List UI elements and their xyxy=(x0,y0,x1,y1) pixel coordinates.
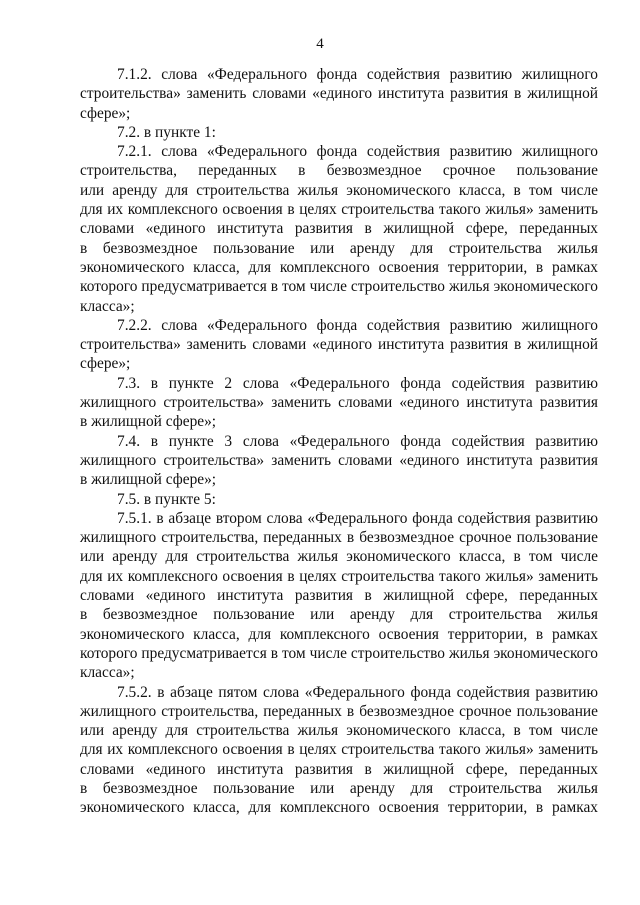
text-line: 7.2. в пункте 1: xyxy=(117,123,216,141)
paragraph xyxy=(80,142,598,316)
paragraph xyxy=(80,509,598,683)
text-line: жилищного строительства» заменить словами «единого института развития xyxy=(80,451,598,469)
text-line: для их комплексного освоения в целях строительства такого жилья» заменить xyxy=(80,201,598,219)
text-line: жилищного строительства, переданных в безвозмездное срочное пользование xyxy=(80,702,598,720)
text-line: строительства» заменить словами «единого института развития в жилищной xyxy=(80,85,598,103)
text-line: или аренду для строительства жилья экономического класса, в том числе xyxy=(80,722,598,740)
text-line: в жилищной сфере»; xyxy=(80,413,217,431)
text-line: 7.5.1. в абзаце втором слова «Федерального фонда содействия развитию xyxy=(117,509,598,527)
page-number: 4 xyxy=(316,36,324,52)
text-line: 7.2.2. слова «Федерального фонда содействия развитию жилищного xyxy=(117,316,598,334)
text-line: экономического класса, для комплексного освоения территории, в рамках xyxy=(80,625,598,643)
text-line: 7.1.2. слова «Федерального фонда содействия развитию жилищного xyxy=(117,66,598,83)
text-line: для их комплексного освоения в целях строительства такого жилья» заменить xyxy=(80,741,598,759)
paragraph xyxy=(80,432,598,490)
text-line: или аренду для строительства жилья экономического класса, в том числе xyxy=(80,181,598,199)
text-line: в безвозмездное пользование или аренду для строительства жилья xyxy=(80,239,598,257)
text-line: жилищного строительства» заменить словами «единого института развития xyxy=(80,394,598,412)
text-line: в жилищной сфере»; xyxy=(80,471,217,489)
paragraph xyxy=(80,123,598,142)
text-line: словами «единого института развития в жилищной сфере, переданных xyxy=(80,760,598,778)
paragraph xyxy=(80,683,598,818)
text-line: 7.5. в пункте 5: xyxy=(117,490,216,508)
text-line: словами «единого института развития в жилищной сфере, переданных xyxy=(80,220,598,238)
text-line: в безвозмездное пользование или аренду для строительства жилья xyxy=(80,779,598,797)
text-line: 7.2.1. слова «Федерального фонда содействия развитию жилищного xyxy=(117,143,598,161)
text-line: сфере»; xyxy=(80,104,131,122)
text-line: 7.5.2. в абзаце пятом слова «Федерального фонда содействия развитию xyxy=(117,683,598,701)
text-line: класса»; xyxy=(80,297,135,315)
paragraph xyxy=(80,490,598,509)
text-line: сфере»; xyxy=(80,355,131,373)
text-line: класса»; xyxy=(80,664,135,682)
paragraph xyxy=(80,316,598,374)
paragraph xyxy=(80,65,598,123)
text-line: которого предусматривается в том числе строительство жилья экономического xyxy=(80,644,598,662)
text-line: словами «единого института развития в жилищной сфере, переданных xyxy=(80,587,598,605)
text-line: 7.3. в пункте 2 слова «Федерального фонда содействия развитию xyxy=(117,374,598,392)
text-line: которого предусматривается в том числе строительство жилья экономического xyxy=(80,278,598,296)
text-line: экономического класса, для комплексного освоения территории, в рамках xyxy=(80,258,598,276)
text-line: жилищного строительства, переданных в безвозмездное срочное пользование xyxy=(80,529,598,547)
paragraph xyxy=(80,374,598,432)
text-line: 7.4. в пункте 3 слова «Федерального фонда содействия развитию xyxy=(117,432,598,450)
text-line: строительства» заменить словами «единого института развития в жилищной xyxy=(80,336,598,354)
text-line: строительства, переданных в безвозмездное срочное пользование xyxy=(80,162,598,180)
text-line: в безвозмездное пользование или аренду для строительства жилья xyxy=(80,606,598,624)
text-line: или аренду для строительства жилья экономического класса, в том числе xyxy=(80,548,598,566)
text-line: для их комплексного освоения в целях строительства такого жилья» заменить xyxy=(80,567,598,585)
document-body xyxy=(80,65,598,818)
text-line: экономического класса, для комплексного освоения территории, в рамках xyxy=(80,799,598,817)
